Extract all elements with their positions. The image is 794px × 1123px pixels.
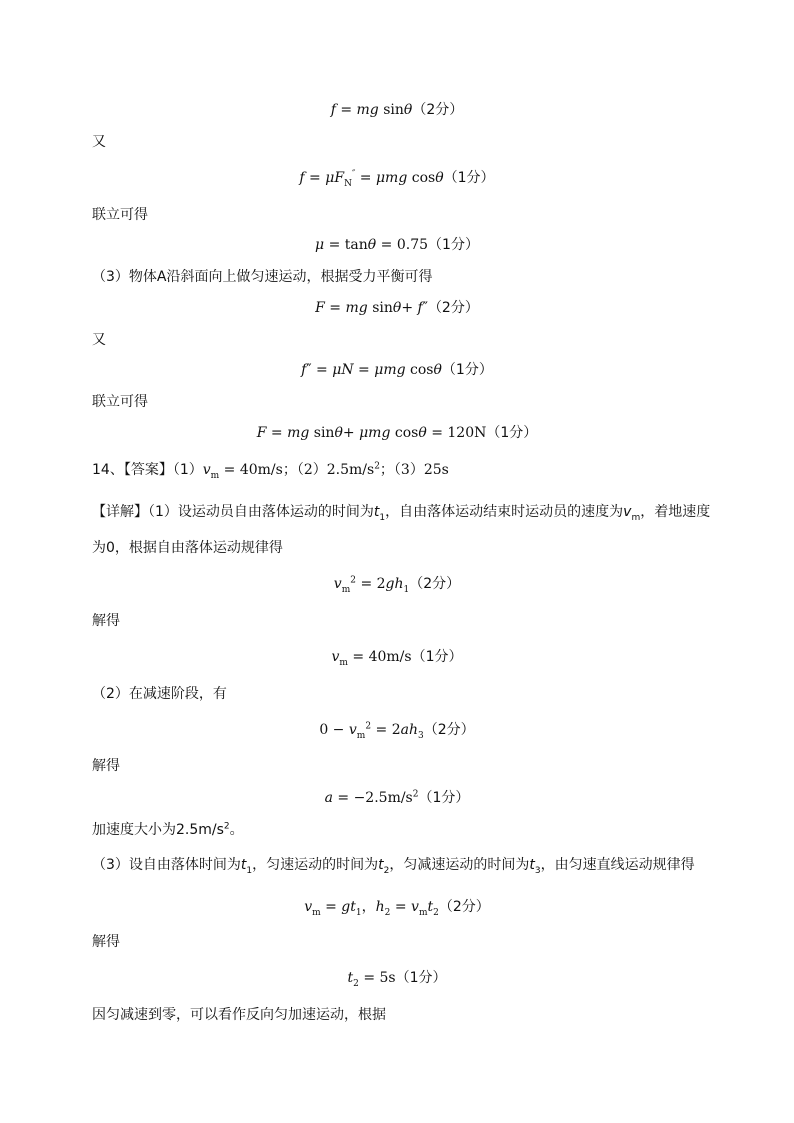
formula-vm-result: $v_m = 40m/s(1$分） — [331, 649, 463, 668]
formula-decel: $0 - v_m^2 = 2ah_3(2$分） — [319, 721, 475, 741]
text-solve-2: 解得 — [92, 758, 120, 774]
formula-force-result: F = mg sinθ+ μmg cosθ = 120N（1分） — [256, 425, 538, 441]
score-label: （1分） — [411, 649, 463, 665]
score-label: （2分） — [423, 722, 475, 738]
detail-part1-line2: 为0，根据自由落体运动规律得 — [92, 540, 283, 556]
text-also: 又 — [92, 134, 106, 150]
vm-value: = 40m/s — [352, 649, 412, 665]
score-label: （2分） — [412, 102, 464, 118]
score-label: （1分） — [441, 362, 493, 378]
text-combine: 联立可得 — [92, 207, 148, 223]
score-label: （2分） — [438, 899, 490, 915]
text-accel-magnitude: 加速度大小为$2.5m/s^2$。 — [92, 821, 244, 838]
text-part2: （2）在减速阶段，有 — [92, 686, 227, 702]
formula-mu-result: μ = tanθ = 0.75（1分） — [315, 237, 479, 253]
answer-rest: ；（3）25s — [379, 462, 449, 478]
accel-period: 。 — [229, 822, 244, 838]
formula-friction-coefficient: $f = \mu F_N'' = \mu mg$ cosθ（1分） — [299, 169, 495, 189]
score-label: （1分） — [418, 790, 470, 806]
formula-a-result: $a = -2.5m/s^2(1$分） — [324, 789, 470, 806]
formula-t2-result: $t_2 = 5s(1$分） — [347, 970, 447, 989]
score-label: （1分） — [428, 237, 479, 253]
text-reverse-motion: 因匀减速到零，可以看作反向匀加速运动，根据 — [92, 1007, 386, 1023]
part3-text-b: ，匀速运动的时间为 — [252, 857, 379, 873]
text-part3: （3）物体A沿斜面向上做匀速运动，根据受力平衡可得 — [92, 269, 433, 285]
answer-14: 14、【答案】$(1)v_m = 40m/s$；$(2)2.5m/s^2$；（3）25s — [92, 461, 449, 481]
formula-kinetic-friction: f″ = μN = μmg cosθ（1分） — [301, 362, 493, 378]
formula-friction-static: f = mg sinθ（2分） — [330, 102, 464, 118]
formula-force-balance: F = mg sinθ+ f″（2分） — [315, 300, 479, 316]
detail-part1-line1: 【详解】（1）设运动员自由落体运动的时间为$t_1$，自由落体运动结束时运动员的速度为$v_m$，着地速度 — [92, 504, 711, 523]
text-part3-times: （3）设自由落体时间为$t_1$，匀速运动的时间为$t_2$，匀减速运动的时间为$t_3$，由匀速直线运动规律得 — [92, 857, 695, 876]
score-label: （2分） — [427, 300, 479, 316]
answer-prefix: 14、【答案】（1） — [92, 462, 203, 478]
part3-text-d: ，由匀速直线运动规律得 — [540, 857, 695, 873]
detail-text-b: ，自由落体运动结束时运动员的速度为 — [385, 504, 624, 520]
t2-value: = 5s — [363, 970, 396, 986]
answer-exponent: 2 — [374, 461, 380, 472]
force-value: = 120N — [431, 425, 487, 441]
part3-text-a: （3）设自由落体时间为 — [92, 857, 241, 873]
text-combine-2: 联立可得 — [92, 394, 148, 410]
accel-text: 加速度大小为2.5m/s — [92, 822, 224, 838]
text-solve: 解得 — [92, 613, 120, 629]
text-solve-3: 解得 — [92, 934, 120, 950]
detail-text-a: 【详解】（1）设运动员自由落体运动的时间为 — [92, 504, 374, 520]
score-label: （1分） — [395, 970, 447, 986]
formula-freefall: $v_m^2 = 2gh_1(2$分） — [333, 575, 461, 595]
text-also-2: 又 — [92, 332, 106, 348]
formula-uniform: $v_m = gt_1$，$h_2 = v_mt_2(2$分） — [304, 899, 490, 918]
score-label: （1分） — [443, 170, 495, 186]
answer-values: = 40m/s；（2）2.5m/s — [223, 462, 375, 478]
score-label: （2分） — [409, 576, 461, 592]
part3-text-c: ，匀减速运动的时间为 — [389, 857, 530, 873]
detail-text-c: ，着地速度 — [640, 504, 711, 520]
score-label: （1分） — [486, 425, 538, 441]
mu-value: = 0.75 — [380, 237, 429, 253]
a-value: = −2.5m/s — [337, 790, 413, 806]
